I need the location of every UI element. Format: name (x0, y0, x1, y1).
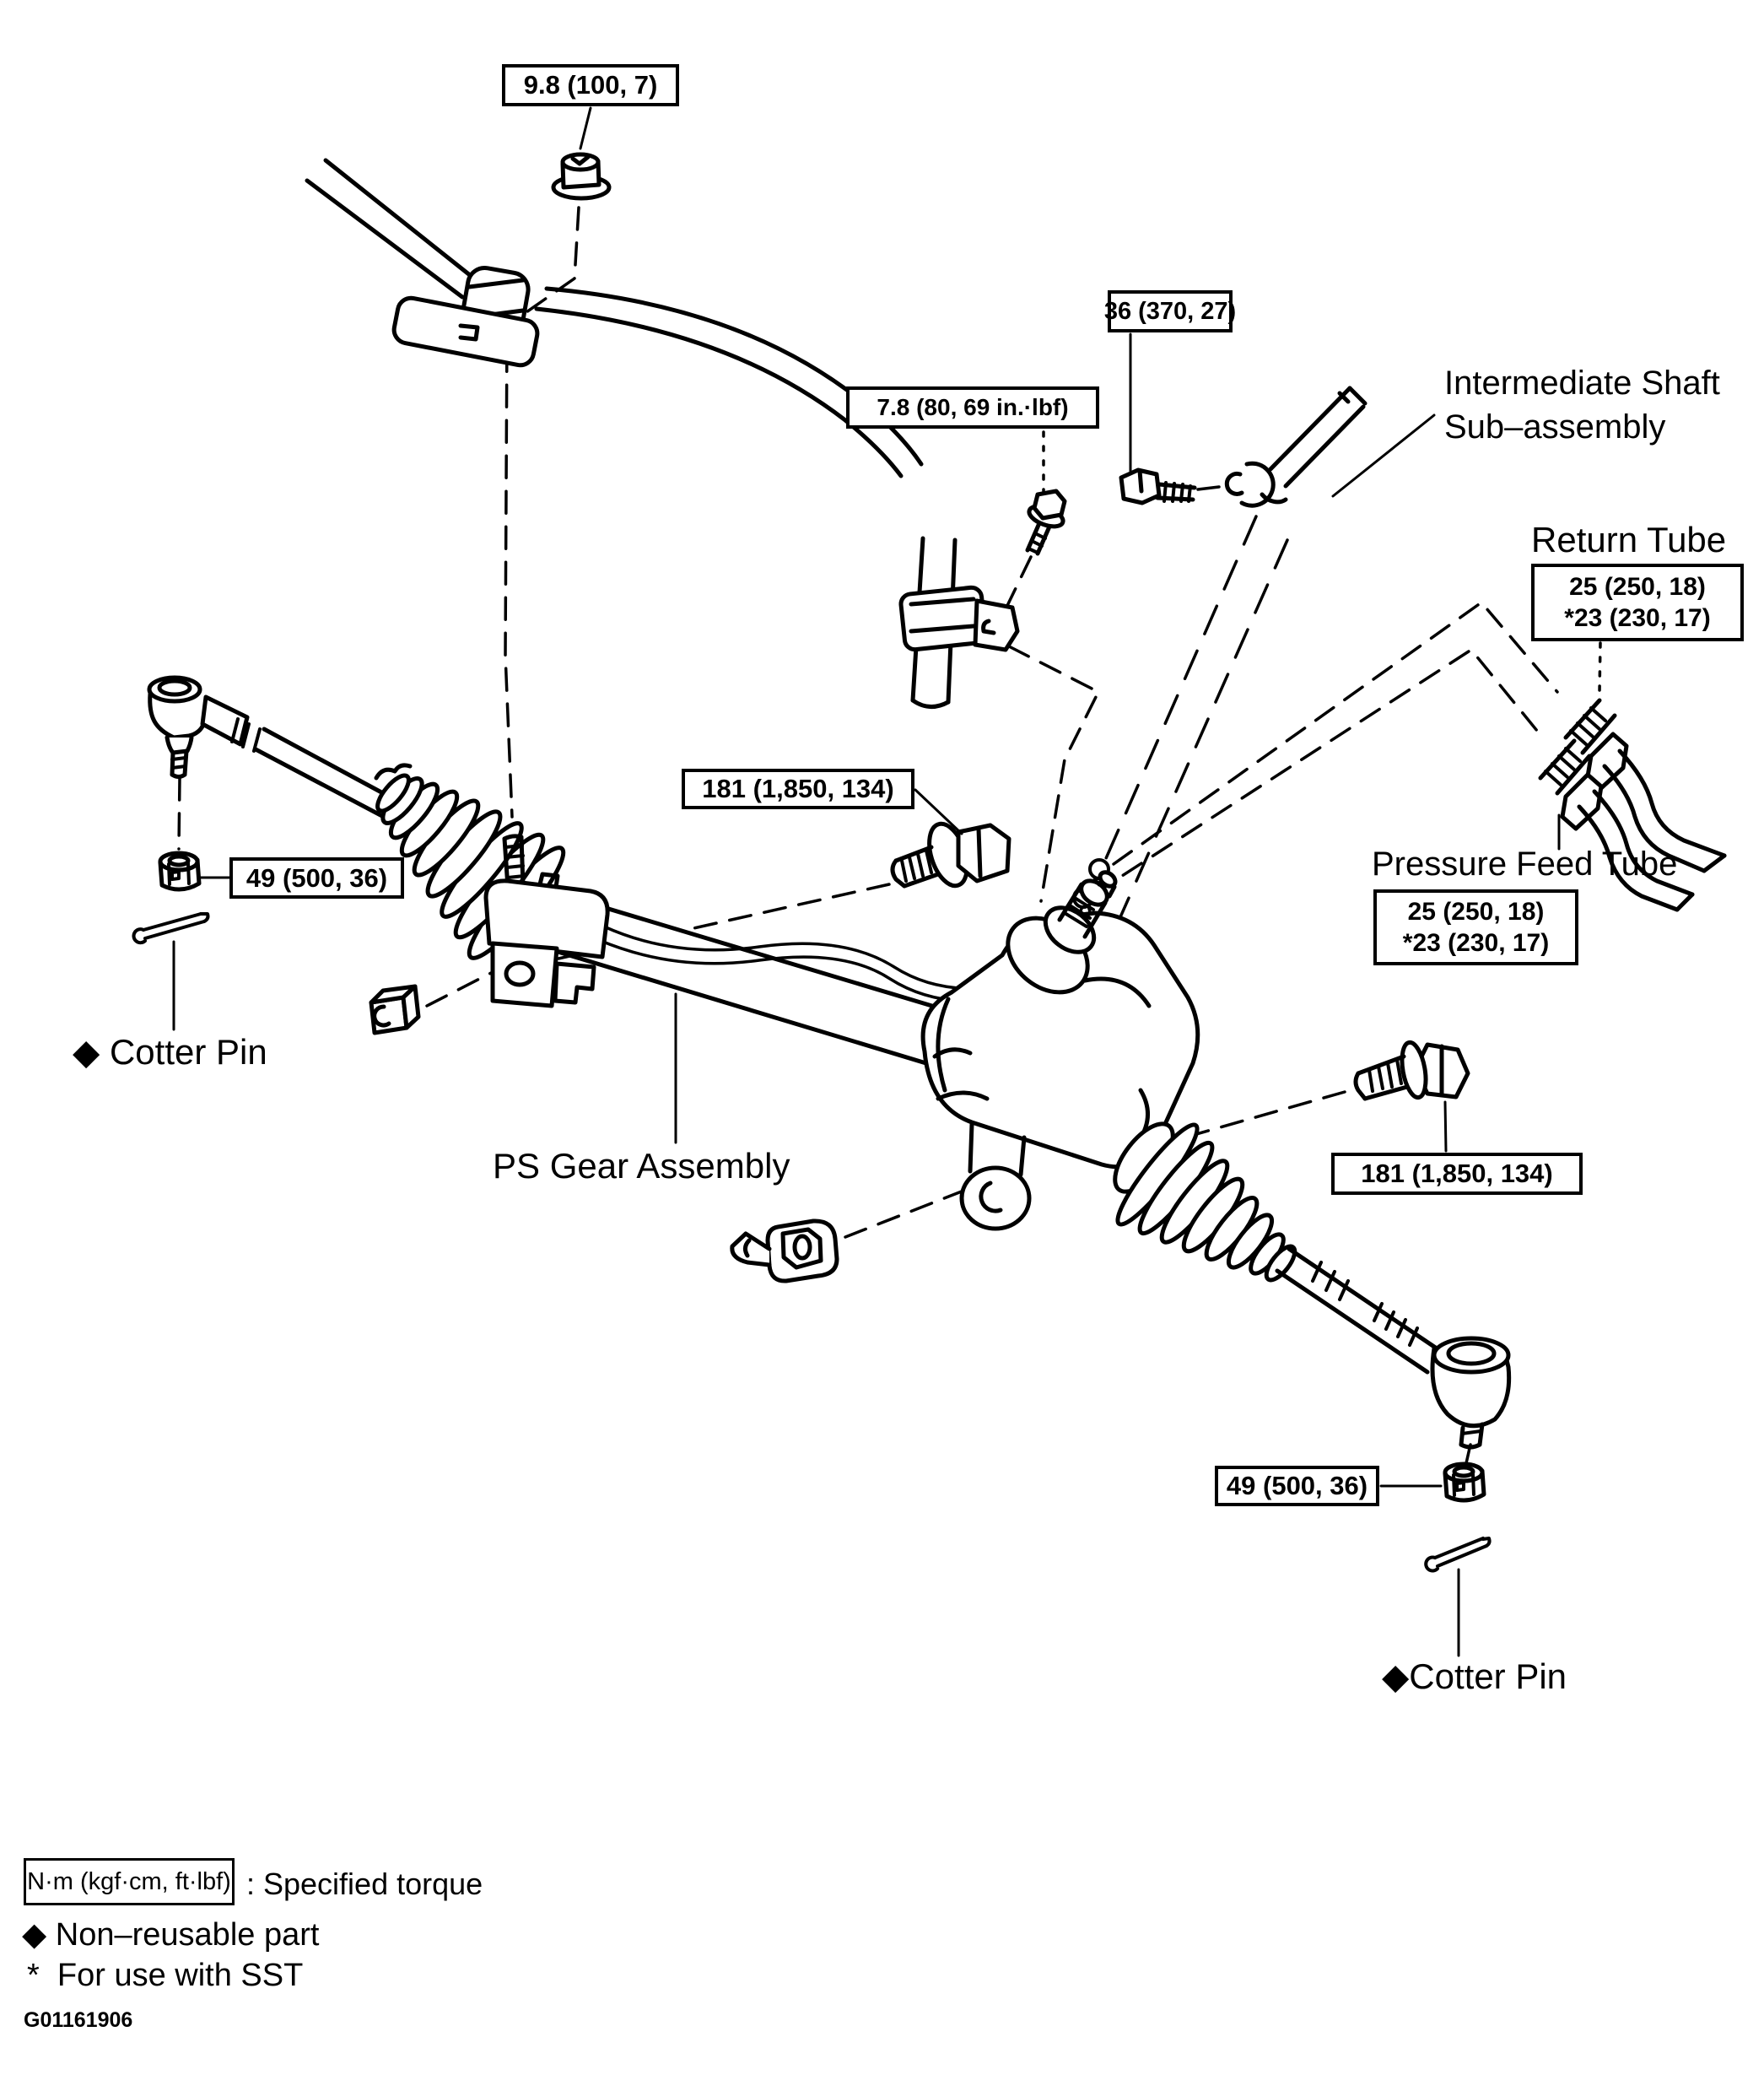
label-cotter-pin-right: ◆Cotter Pin (1382, 1656, 1567, 1696)
label-cotter-pin-left: ◆ Cotter Pin (73, 1032, 267, 1072)
torque-box-181-right: 181 (1,850, 134) (1331, 1153, 1583, 1195)
tube-clamp-78 (900, 491, 1065, 707)
torque-box-return-line1: 25 (250, 18) (1569, 572, 1706, 601)
legend-specified-torque: : Specified torque (246, 1867, 483, 1901)
label-ps-gear-assembly: PS Gear Assembly (493, 1146, 790, 1186)
legend-unit-box: N·m (kgf·cm, ft·lbf) (24, 1858, 235, 1905)
label-intermediate-shaft-line2: Sub–assembly (1444, 408, 1666, 446)
label-intermediate-shaft (1444, 361, 1720, 449)
label-pressure-feed-tube: Pressure Feed Tube (1372, 846, 1678, 883)
torque-box-return-tube (1531, 564, 1744, 641)
rack-bushing-icon (371, 986, 418, 1033)
torque-box-return-line2: *23 (230, 17) (1564, 604, 1711, 632)
mount-bolt-left-icon (893, 819, 1009, 891)
torque-box-49-right: 49 (500, 36) (1215, 1466, 1379, 1506)
label-intermediate-shaft-line1: Intermediate Shaft (1444, 365, 1720, 402)
torque-box-98: 9.8 (100, 7) (502, 64, 679, 106)
castle-nut-left (160, 853, 199, 889)
torque-box-49-left: 49 (500, 36) (229, 857, 404, 899)
figure-code: G01161906 (24, 2008, 133, 2032)
torque-box-pressure-tube (1373, 889, 1578, 965)
right-tie-rod (1277, 1249, 1509, 1447)
cotter-pin-right-icon (1426, 1538, 1489, 1570)
flange-nut-icon (553, 154, 609, 198)
torque-box-pressure-line2: *23 (230, 17) (1402, 929, 1550, 957)
torque-box-78: 7.8 (80, 69 in.·lbf) (846, 386, 1099, 429)
grommet-nut-icon (732, 1221, 837, 1281)
upper-tube-and-clamp (307, 160, 921, 476)
cotter-pin-left-icon (133, 914, 208, 943)
legend-non-reusable: ◆ Non–reusable part (22, 1917, 320, 1953)
label-return-tube: Return Tube (1531, 520, 1727, 559)
torque-box-36: 36 (370, 27) (1108, 290, 1233, 332)
legend-sst: * For use with SST (27, 1958, 304, 1993)
left-tie-rod (149, 678, 405, 824)
torque-box-181-left: 181 (1,850, 134) (682, 769, 914, 809)
torque-box-pressure-line1: 25 (250, 18) (1407, 897, 1545, 926)
bolt-36-icon (1121, 470, 1195, 503)
castle-nut-right (1445, 1464, 1484, 1500)
mount-bolt-right-icon (1356, 1040, 1468, 1100)
